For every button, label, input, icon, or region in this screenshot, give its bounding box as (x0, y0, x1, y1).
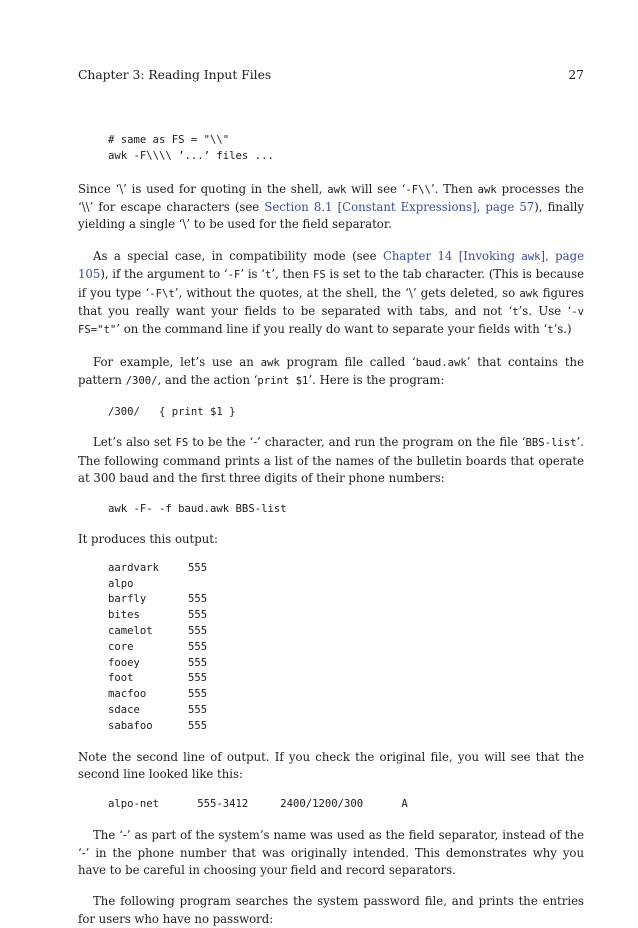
page-body (78, 133, 584, 928)
output-board-name: sabafoo (108, 719, 153, 732)
code-program: /300/ { print $1 } (108, 405, 236, 418)
paragraph-compatibility-mode: As a special case, in compatibility mode (see Chapter 14 [Invoking awk], page 105), if the argument to ‘-F’ is ‘t’, then FS is set to the tab character. (This is because if you type ‘-F\t’, without the quotes, at the shell, the ‘\’ gets deleted, so awk figures that you really want your fields to be separated with tabs, and not ‘t’s. Use ‘-v FS="t"’ on the command line if you really do want to separate your fields with ‘t’s.) (78, 248, 585, 337)
code-line: awk -F\\\\ ’...’ files ... (108, 149, 274, 162)
output-board-name: alpo (108, 577, 134, 590)
code-command: awk -F- -f baud.awk BBS-list (108, 502, 287, 515)
output-board-name: barfly (108, 593, 147, 606)
output-board-name: foot (108, 672, 134, 685)
output-phone-prefix: 555 (188, 640, 208, 653)
output-row (108, 592, 584, 608)
output-phone-prefix: 555 (188, 688, 208, 701)
output-phone-prefix: 555 (188, 609, 208, 622)
output-phone-prefix: 555 (188, 561, 208, 574)
code-line: # same as FS = "\\" (108, 134, 230, 146)
paragraph-second-line: Note the second line of output. If you check the original file, you will see that the second line looked like this: (78, 749, 584, 782)
code-example-fs-backslash (108, 133, 584, 165)
output-board-name: fooey (108, 656, 140, 669)
output-board-name: sdace (108, 704, 140, 717)
output-board-name: aardvark (108, 561, 160, 574)
paragraph-separator-warning: The ‘-’ as part of the system’s name was used as the field separator, instead of the ‘-’ in the phone number that was originally intended. This demonstrates why you have to be careful in choosing your field and record separators. (78, 828, 584, 878)
output-row (108, 577, 584, 593)
output-phone-prefix: 555 (188, 625, 208, 638)
page-header (78, 67, 584, 83)
output-row (108, 624, 584, 640)
output-board-name: macfoo (108, 688, 147, 701)
output-phone-prefix: 555 (188, 656, 208, 669)
chapter-title: Chapter 3: Reading Input Files (78, 68, 272, 82)
code-original-line: alpo-net 555-3412 2400/1200/300 A (108, 798, 408, 811)
output-board-name: core (108, 640, 134, 653)
output-row (108, 608, 584, 624)
output-row (108, 561, 584, 577)
output-row (108, 719, 584, 735)
output-row (108, 687, 584, 703)
output-row (108, 671, 584, 687)
output-phone-prefix: 555 (188, 719, 208, 732)
output-phone-prefix: 555 (188, 704, 208, 717)
paragraph-output-intro: It produces this output: (78, 532, 218, 547)
paragraph-field-separator: Let’s also set FS to be the ‘-’ character, and run the program on the file ‘BBS-list’. The following command prints a list of the names of the bulletin boards that operate at 300 baud and the first three digits of their phone numbers: (78, 435, 584, 486)
page-number: 27 (568, 68, 584, 82)
output-phone-prefix: 555 (188, 672, 208, 685)
paragraph-shell-quoting: Since ‘\’ is used for quoting in the shell, awk will see ‘-F\\’. Then awk processes the ‘\\’ for escape characters (see Section 8.1 [Constant Expressions], page 57), finally yielding a single ‘\’ to be used for the field separator. (78, 181, 584, 232)
output-board-name: camelot (108, 625, 153, 638)
cross-reference-link[interactable]: Section 8.1 [Constant Expressions], page 57 (264, 200, 535, 214)
output-listing (78, 561, 584, 735)
paragraph-baud-example: For example, let’s use an awk program file called ‘baud.awk’ that contains the pattern /300/, and the action ‘print $1’. Here is the program: (78, 354, 584, 388)
output-row (108, 656, 584, 672)
cross-reference-link[interactable]: Chapter 14 [Invoking awk], page 105 (78, 248, 585, 282)
output-phone-prefix: 555 (188, 593, 208, 606)
paragraph-password-intro: The following program searches the system password file, and prints the entries for users who have no password: (78, 894, 584, 926)
output-row (108, 640, 584, 656)
output-row (108, 703, 584, 719)
output-board-name: bites (108, 609, 140, 622)
